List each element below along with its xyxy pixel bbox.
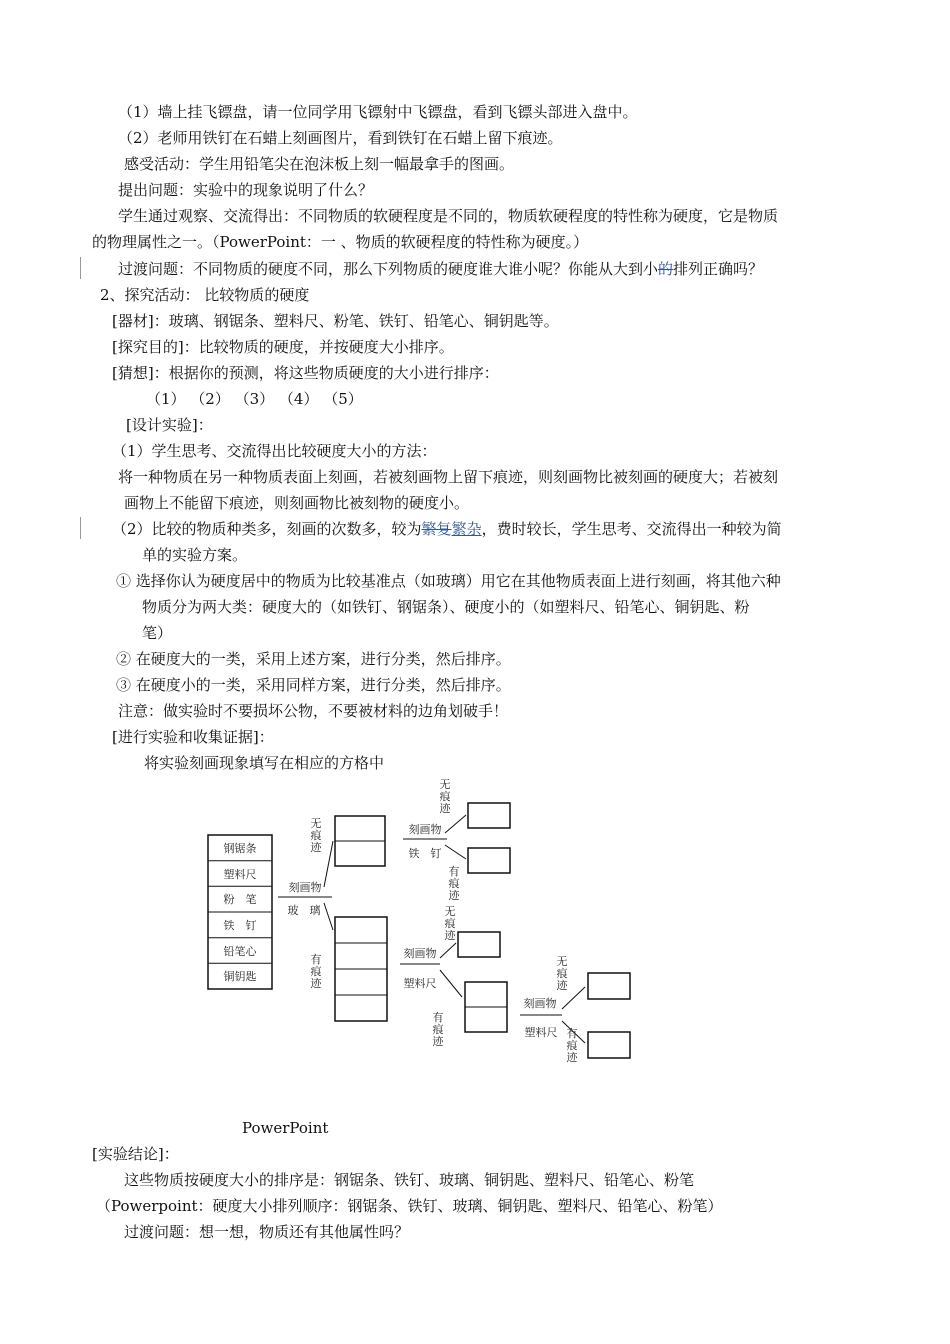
branch-label: 迹 <box>310 841 322 854</box>
text-line: 提出问题：实验中的现象说明了什么？ <box>118 181 374 199</box>
text-line <box>118 259 763 279</box>
text-line: （2）老师用铁钉在石蜡上刻画图片，看到铁钉在石蜡上留下痕迹。 <box>118 129 563 147</box>
text-line: 注意：做实验时不要损坏公物，不要被材料的边角划破手！ <box>118 702 509 720</box>
branch-label: 痕 <box>432 1023 444 1036</box>
text-line: 学生通过观察、交流得出：不同物质的软硬程度是不同的，物质软硬程度的特性称为硬度，它是物质 <box>118 207 779 225</box>
revision-bar <box>80 257 81 279</box>
answer-box[interactable] <box>588 1032 630 1058</box>
material-label: 钢锯条 <box>223 842 257 855</box>
text-line: [设计实验]： <box>126 416 213 434</box>
text-line: （1）墙上挂飞镖盘，请一位同学用飞镖射中飞镖盘，看到飞镖头部进入盘中。 <box>118 103 638 121</box>
branch-label: 迹 <box>439 802 451 815</box>
branch-label: 痕 <box>556 967 568 980</box>
text-line: ③ 在硬度小的一类，采用同样方案，进行分类，然后排序。 <box>116 676 511 694</box>
text-line: [实验结论]： <box>92 1145 179 1163</box>
answer-box[interactable] <box>468 803 510 828</box>
branch-label: 无 <box>310 817 322 830</box>
revision-bar <box>80 517 81 539</box>
scribe-label: 刻画物 <box>408 823 442 836</box>
branch-label: 迹 <box>556 979 568 992</box>
text-line: ① 选择你认为硬度居中的物质为比较基准点（如玻璃）用它在其他物质表面上进行刻画，将其他六种 <box>116 572 781 590</box>
scribe-label: 刻画物 <box>288 881 322 894</box>
branch-label: 有 <box>432 1011 444 1024</box>
branch-label: 迹 <box>310 977 322 990</box>
branch-label: 迹 <box>448 889 460 902</box>
branch-label: 痕 <box>310 829 322 842</box>
branch-label: 无 <box>556 955 568 968</box>
branch-label: 痕 <box>566 1039 578 1052</box>
text-line: 的物理属性之一。（PowerPoint：一 、物质的软硬程度的特性称为硬度。） <box>92 233 589 251</box>
answer-box[interactable] <box>588 973 630 999</box>
branch-label: 痕 <box>439 790 451 803</box>
material-label: 粉 笔 <box>223 893 257 906</box>
material-label: 铁 钉 <box>223 919 257 932</box>
text-line: [进行实验和收集证据]： <box>112 728 274 746</box>
materials-stack <box>208 835 272 989</box>
nail-label: 铁 钉 <box>408 847 442 860</box>
branch-label: 迹 <box>444 929 456 942</box>
text-segment: ，费时较长，学生思考、交流得出一种较为简 <box>481 520 782 538</box>
text-line: PowerPoint <box>242 1119 329 1137</box>
answer-box[interactable] <box>468 848 510 873</box>
text-line <box>112 519 782 539</box>
text-segment: 排列正确吗？ <box>673 260 764 278</box>
text-line: 将实验刻画现象填写在相应的方格中 <box>144 754 385 772</box>
material-label: 铅笔心 <box>223 945 257 958</box>
text-line: 画物上不能留下痕迹，则刻画物比被刻物的硬度小。 <box>124 494 470 512</box>
glass-label: 玻 璃 <box>287 904 321 917</box>
inserted-text: 繁杂 <box>451 520 482 538</box>
branch-label: 痕 <box>444 917 456 930</box>
text-line: ② 在硬度大的一类，采用上述方案，进行分类，然后排序。 <box>116 650 511 668</box>
text-line: （1） （2） （3） （4） （5） <box>146 390 363 408</box>
hardness-classification-diagram <box>200 775 640 1075</box>
text-line: （Powerpoint：硬度大小排列顺序：钢锯条、铁钉、玻璃、铜钥匙、塑料尺、铅笔心、粉笔） <box>96 1197 723 1215</box>
deleted-text: 的 <box>658 260 674 278</box>
section-heading: 2、探究活动： 比较物质的硬度 <box>100 286 310 304</box>
material-label: 塑料尺 <box>223 868 257 881</box>
text-segment: 过渡问题：不同物质的硬度不同，那么下列物质的硬度谁大谁小呢？你能从大到小 <box>118 260 659 278</box>
branch-label: 迹 <box>432 1035 444 1048</box>
text-line: [猜想]：根据你的预测，将这些物质硬度的大小进行排序： <box>112 364 499 382</box>
branch-label: 痕 <box>310 965 322 978</box>
deleted-text: 繁复 <box>421 520 452 538</box>
text-line: 将一种物质在另一种物质表面上刻画，若被刻画物上留下痕迹，则刻画物比被刻画的硬度大；若被刻 <box>118 468 779 486</box>
text-line: 单的实验方案。 <box>142 546 248 564</box>
branch-label: 无 <box>439 778 451 791</box>
branch-label: 迹 <box>566 1051 578 1064</box>
text-line: 感受活动：学生用铅笔尖在泡沫板上刻一幅最拿手的图画。 <box>124 155 515 173</box>
scribe-label: 刻画物 <box>403 947 437 960</box>
ruler-label: 塑料尺 <box>524 1026 558 1039</box>
branch-label: 有 <box>310 953 322 966</box>
text-line: （1）学生思考、交流得出比较硬度大小的方法： <box>112 442 437 460</box>
branch-label: 痕 <box>448 877 460 890</box>
scribe-label: 刻画物 <box>523 997 557 1010</box>
text-segment: （2）比较的物质种类多，刻画的次数多，较为 <box>112 520 422 538</box>
branch-label: 无 <box>444 905 456 918</box>
answer-box[interactable] <box>458 932 500 957</box>
text-line: 笔） <box>142 624 173 642</box>
text-line: 物质分为两大类：硬度大的（如铁钉、钢锯条）、硬度小的（如塑料尺、铅笔心、铜钥匙、粉 <box>142 598 750 616</box>
text-line: 过渡问题：想一想，物质还有其他属性吗？ <box>124 1223 410 1241</box>
ruler-label: 塑料尺 <box>403 977 437 990</box>
text-line: [器材]：玻璃、钢锯条、塑料尺、粉笔、铁钉、铅笔心、铜钥匙等。 <box>112 312 559 330</box>
text-line: [探究目的]：比较物质的硬度，并按硬度大小排序。 <box>112 338 454 356</box>
branch-label: 有 <box>566 1027 578 1040</box>
material-label: 铜钥匙 <box>223 970 257 983</box>
branch-label: 有 <box>448 865 460 878</box>
text-line: 这些物质按硬度大小的排序是：钢锯条、铁钉、玻璃、铜钥匙、塑料尺、铅笔心、粉笔 <box>124 1171 695 1189</box>
